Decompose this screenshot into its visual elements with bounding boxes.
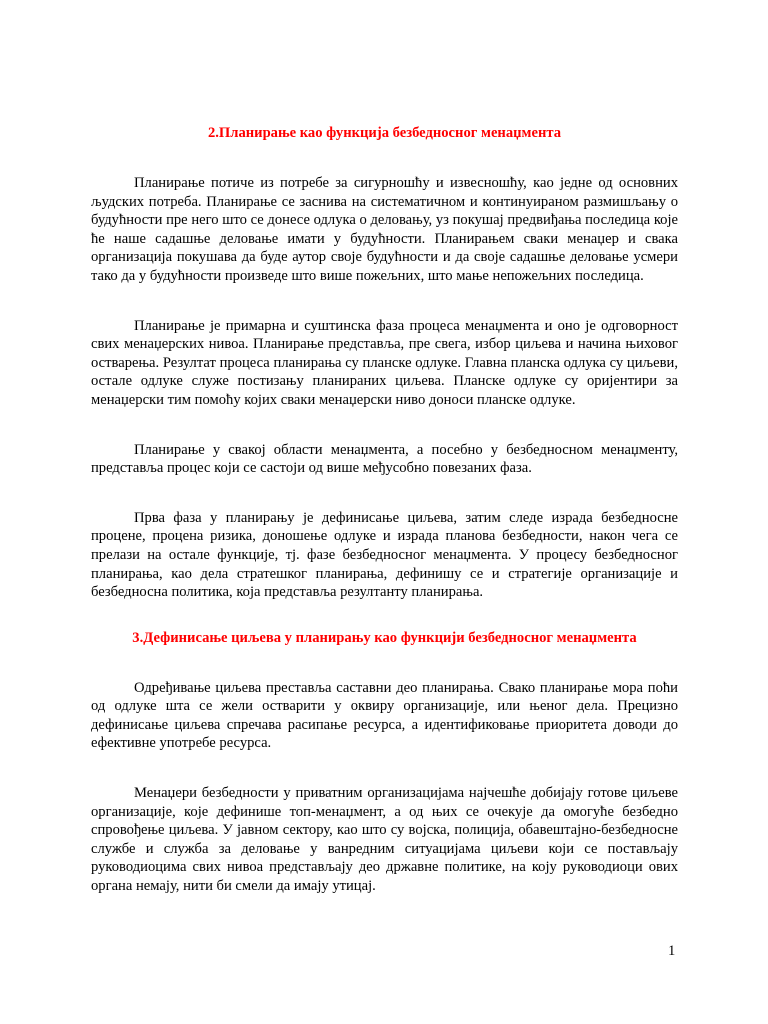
page-content [91,123,678,927]
section-2-paragraph-1: Планирање потиче из потребе за сигурношћу и извесношћу, као једне од основних људских потреба. Планирање се заснива на систематичном и континуираном размишљању о будућности пре него што се донесе одлука о деловању, уз покушај предвиђања последица које ће наше садашње деловање имати у будућности. Планирањем сваки менаџер и свака организација покушава да буде аутор своје будућности и да своје садашње деловање усмери тако да у будућности произведе што више пожељних, што мање непожељних последица. [91,175,678,284]
section-3-paragraph-1: Одређивање циљева преставља саставни део планирања. Свако планирање мора поћи од одлуке шта се жели остварити у оквиру организације, или њеног дела. Прецизно дефинисање циљева спречава расипање ресурса, а идентификовање приоритета доводи до ефективне употребе ресурса. [91,679,678,752]
section-2-heading: 2.Планирање као функција безбедносног менаџмента [207,125,562,141]
section-2-paragraph-2: Планирање је примарна и суштинска фаза процеса менаџмента и оно је одговорност свих менаџерских нивоа. Планирање представља, пре свега, избор циљева и начина њиховог остварења. Резултат процеса планирањa су планске одлуке. Главна планска одлука су циљеви, остале одлуке служе постизању планираних циљева. Планске одлуке су оријентири за менаџерски тим помоћу којих сваки менаџерски ниво доноси планске одлуке. [91,317,678,408]
section-3-heading: 3.Дефинисање циљева у планирању као функцији безбедносног менаџмента [132,629,637,646]
page-number: 1 [668,943,676,959]
section-2-paragraph-4: Прва фаза у планирању је дефинисање циљева, затим следе израда безбедносне процене, процена ризика, доношење одлуке и израда планова безбедности, након чега се прелази на остале функције, тј. фазе безбедносног менаџмента. У процесу безбедносног планирања, као дела стратешког планирања, дефинишу се и стратегије организације и безбедносна политика, која представља резултанту планирања. [91,509,678,601]
section-3-paragraph-2: Менаџери безбедности у приватним организацијама најчешће добијају готове циљеве организације, које дефинише топ-менаџмент, а од њих се очекује да омогуће безбедно спровођење циљева. У јавном сектору, као што су војска, полиција, обавештајно-безбедносне службе и служба за деловање у ванредним ситуацијама циљеви који се постављају руководиоцима свих нивоа представљају део државне политике, на коју руководиоци ових органа немају, нити би смели да имају утицај. [91,785,678,895]
section-2-paragraph-3: Планирање у свакој области менаџмента, а посебно у безбедносном менаџменту, представља процес који се састоји од више међусобно повезаних фаза. [91,441,678,477]
